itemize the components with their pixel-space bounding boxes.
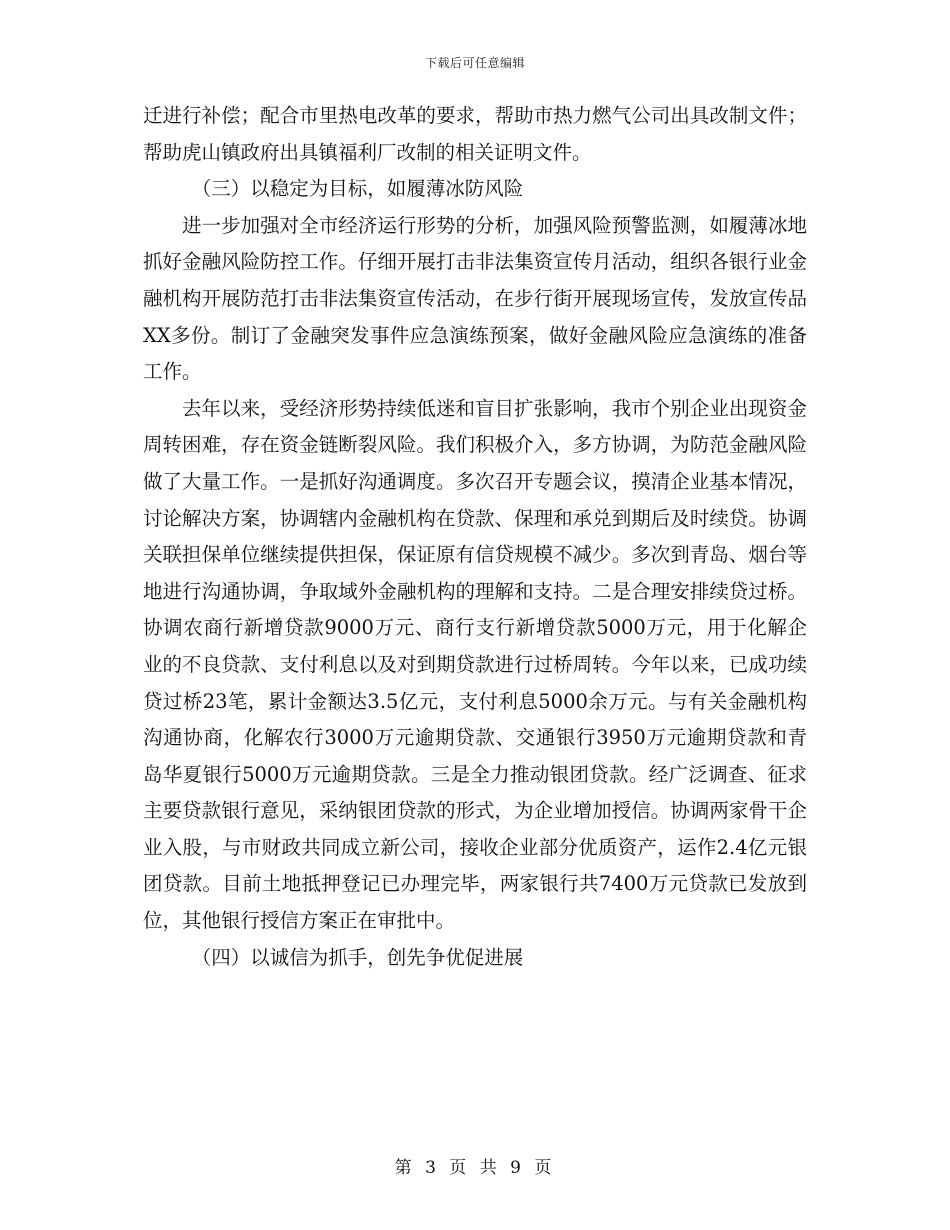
- paragraph-continuation: 迁进行补偿；配合市里热电改革的要求，帮助市热力燃气公司出具改制文件；帮助虎山镇政府出具镇福利厂改制的相关证明文件。: [143, 104, 807, 164]
- section-heading-3: （三）以稳定为目标，如履薄冰防风险: [191, 177, 524, 201]
- paragraph-enterprise-support: 去年以来，受经济形势持续低迷和盲目扩张影响，我市个别企业出现资金周转困难，存在资金链断裂风险。我们积极介入，多方协调，为防范金融风险做了大量工作。一是抓好沟通调度。多次召开专题会议，摸清企业基本情况，讨论解决方案，协调辖内金融机构在贷款、保理和承兑到期后及时续贷。协调关联担保单位继续提供担保，保证原有信贷规模不减少。多次到青岛、烟台等地进行沟通协调，争取域外金融机构的理解和支持。二是合理安排续贷过桥。协调农商行新增贷款9000万元、商行支行新增贷款5000万元，用于化解企业的不良贷款、支付利息以及对到期贷款进行过桥周转。今年以来，已成功续贷过桥23笔，累计金额达3.5亿元，支付利息5000余万元。与有关金融机构沟通协商，化解农行3000万元逾期贷款、交通银行3950万元逾期贷款和青岛华夏银行5000万元逾期贷款。三是全力推动银团贷款。经广泛调查、征求主要贷款银行意见，采纳银团贷款的形式，为企业增加授信。协调两家骨干企业入股，与市财政共同成立新公司，接收企业部分优质资产，运作2.4亿元银团贷款。目前土地抵押登记已办理完毕，两家银行共7400万元贷款已发放到位，其他银行授信方案正在审批中。: [143, 396, 807, 933]
- paragraph-risk-monitoring: 进一步加强对全市经济运行形势的分析，加强风险预警监测，如履薄冰地抓好金融风险防控工作。仔细开展打击非法集资宣传月活动，组织各银行业金融机构开展防范打击非法集资宣传活动，在步行街开展现场宣传，发放宣传品XX多份。制订了金融突发事件应急演练预案，做好金融风险应急演练的准备工作。: [143, 213, 807, 384]
- document-body: [143, 98, 807, 976]
- page-header: 下载后可任意编辑: [424, 56, 525, 70]
- page-footer: 第 3 页 共 9 页: [394, 1158, 556, 1178]
- section-heading-4: （四）以诚信为抓手，创先争优促进展: [191, 945, 524, 969]
